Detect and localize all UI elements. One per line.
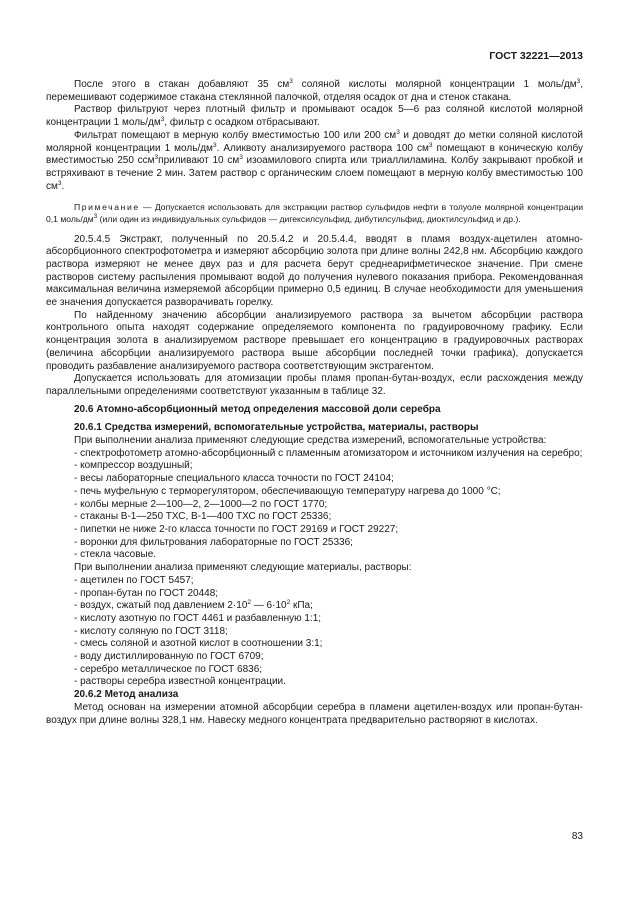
list-item: - воздух, сжатый под давлением $2\cdot 10^2$ — $6\cdot 10^2$ кПа; — [74, 599, 313, 612]
paragraph: Метод основан на измерении атомной абсорбции серебра в пламени ацетилен-воздух или пропан-бутан-воздух при длине волны 328,1 нм. Навеску медного концентрата предварительно растворяют в кислотах. — [46, 701, 583, 726]
list-item: - стекла часовые. — [74, 549, 157, 561]
list-item: - компрессор воздушный; — [74, 460, 193, 472]
list-item: - пропан-бутан по ГОСТ 20448; — [74, 587, 219, 599]
list-item: - стаканы В-1—250 ТХС, В-1—400 ТХС по ГОСТ 25336; — [74, 511, 332, 523]
paragraph: Фильтрат помещают в мерную колбу вместимостью 100 или 200 $см^3$ и доводят до метки соляной кислотой молярной концентрации 1 моль/$дм^3$. Аликвоту анализируемого раствора 100 $см^3$ помещают в коническую колбу вместимостью 250 ссм$^3$приливают 10 $см^3$ изоамилового спирта или триаллиламина. Колбу закрывают пробкой и встряхивают в течение 2 мин. Затем раствор с органическим слоем помещают в мерную колбу вместимостью 100 $см^3$. — [46, 128, 583, 192]
paragraph: При выполнении анализа применяют следующие средства измерений, вспомогательные устройства: — [74, 435, 547, 447]
list-item: - кислоту соляную по ГОСТ 3118; — [74, 625, 228, 637]
paragraph: Раствор фильтруют через плотный фильтр и промывают осадок 5—6 раз соляной кислотой молярной концентрации 1 моль/$дм^3$, фильтр с осадком отбрасывают. — [46, 104, 583, 129]
page-content — [46, 79, 583, 727]
list-item: - смесь соляной и азотной кислот в соотношении 3:1; — [74, 638, 323, 650]
list-item: - серебро металлическое по ГОСТ 6836; — [74, 663, 263, 675]
note: Примечание — Допускается использовать для экстракции раствор сульфидов нефти в толуоле молярной концентрации 0,1 моль/$дм^3$ (или один из индивидуальных сульфидов — дигексилсульфид, дибутилсульфид, диоктилсульфид и др.). — [46, 202, 583, 225]
paragraph: Допускается использовать для атомизации пробы пламя пропан-бутан-воздух, если расхождения между параллельными определениями соответствуют указанным в таблице 32. — [46, 373, 583, 397]
list-item: - весы лабораторные специального класса точности по ГОСТ 24104; — [74, 473, 394, 485]
subsection-heading: 20.6.2 Метод анализа — [74, 689, 179, 701]
section-heading: 20.6 Атомно-абсорбционный метод определения массовой доли серебра — [74, 403, 441, 415]
paragraph: По найденному значению абсорбции анализируемого раствора за вычетом абсорбции раствора контрольного опыта находят содержание определяемого компонента по градуировочному графику. Если концентрация золота в анализируемом растворе превышает его концентрацию в градуировочных растворах (величина абсорбции анализируемого раствора выше абсорбции последней точки графика), допускается проводить разбавление анализируемого раствора соответствующим экстрагентом. — [46, 309, 583, 372]
list-item: - кислоту азотную по ГОСТ 4461 и разбавленную 1:1; — [74, 612, 322, 624]
list-item: - воронки для фильтрования лабораторные по ГОСТ 25336; — [74, 536, 353, 548]
list-item: - колбы мерные 2—100—2, 2—1000—2 по ГОСТ 1770; — [74, 498, 328, 510]
paragraph: 20.5.4.5 Экстракт, полученный по 20.5.4.2 и 20.5.4.4, вводят в пламя воздух-ацетилен атомно-абсорбционного спектрофотометра и измеряют абсорбцию золота при длине волны 242,8 нм. Абсорбцию каждого раствора измеряют не менее двух раз и для расчета берут среднеарифметическое значение. При смене растворов систему распыления промывают водой до получения нулевого показания прибора. Рекомендованная максимальная величина измеряемой абсорбции примерно 0,5 единиц. В случае необходимости для уменьшения ее значения допускается разворачивать горелку. — [46, 233, 583, 309]
list-item: - ацетилен по ГОСТ 5457; — [74, 574, 194, 586]
page-number: 83 — [571, 831, 583, 842]
list-item: - спектрофотометр атомно-абсорбционный с пламенным атомизатором и источником излучения на серебро; — [74, 447, 583, 459]
paragraph: При выполнении анализа применяют следующие материалы, растворы: — [74, 562, 412, 574]
list-item: - пипетки не ниже 2-го класса точности по ГОСТ 29169 и ГОСТ 29227; — [74, 523, 399, 535]
instruments-list — [46, 448, 583, 562]
list-item: - печь муфельную с терморегулятором, обеспечивающую температуру нагрева до 1000 °С; — [74, 485, 501, 497]
paragraph: После этого в стакан добавляют 35 $см^3$ соляной кислоты молярной концентрации 1 моль/$дм^3$, перемешивают содержимое стакана стеклянной палочкой, отделяя осадок от дна и стенок стакана. — [46, 78, 583, 103]
materials-list — [46, 575, 583, 689]
document-header: ГОСТ 32221—2013 — [489, 50, 583, 62]
list-item: - растворы серебра известной концентрации. — [74, 676, 286, 688]
list-item: - воду дистиллированную по ГОСТ 6709; — [74, 651, 264, 663]
note-label: Примечание — [74, 202, 140, 213]
subsection-heading: 20.6.1 Средства измерений, вспомогательные устройства, материалы, растворы — [74, 422, 479, 434]
